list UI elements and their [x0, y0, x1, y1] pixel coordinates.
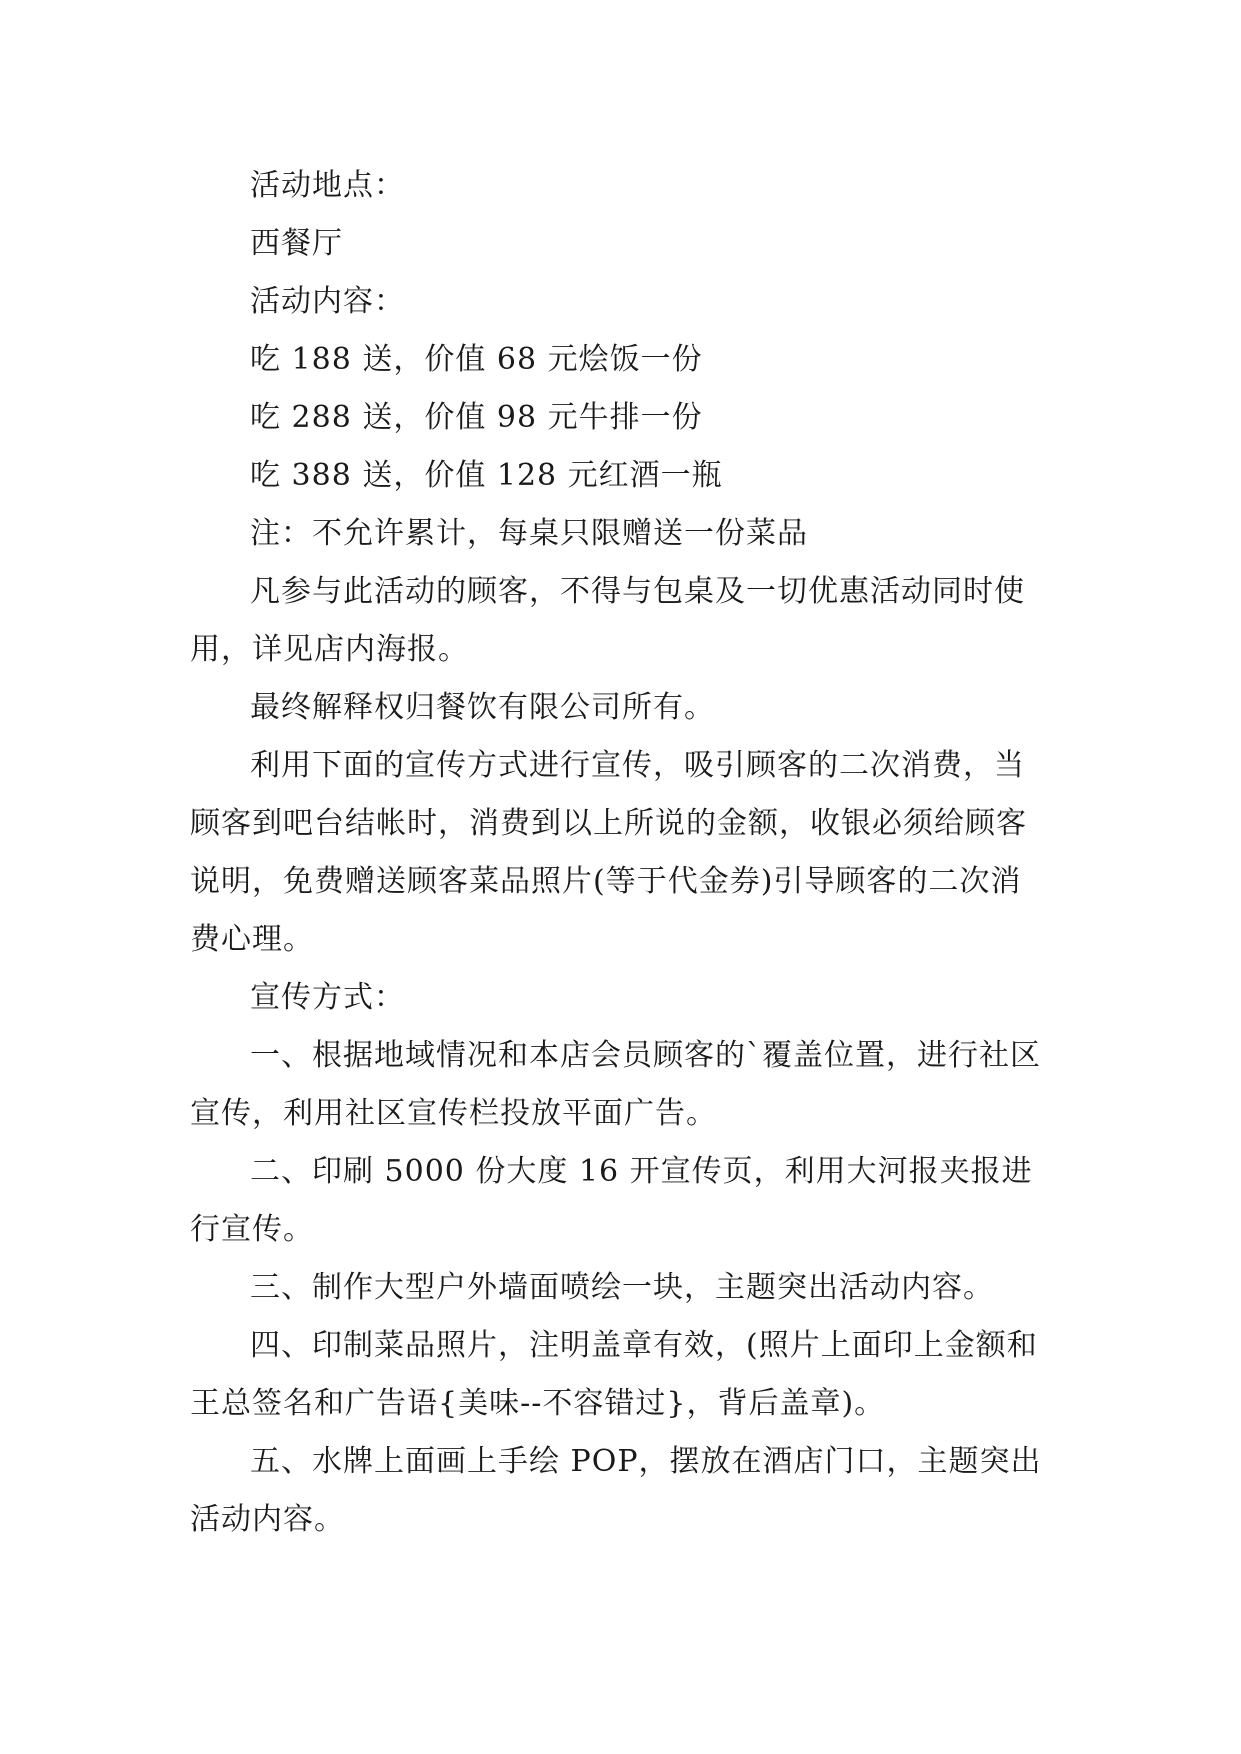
paragraph-offer-188: 吃 188 送，价值 68 元烩饭一份 [250, 342, 703, 377]
paragraph-method-3: 三、制作大型户外墙面喷绘一块，主题突出活动内容。 [250, 1270, 994, 1305]
paragraph-method-5: 五、水牌上面画上手绘 POP，摆放在酒店门口，主题突出活动内容。 [190, 1444, 1042, 1537]
paragraph-content-label: 活动内容： [250, 284, 405, 319]
paragraph-terms: 凡参与此活动的顾客，不得与包桌及一切优惠活动同时使用，详见店内海报。 [190, 574, 1025, 667]
paragraph-promotion-intro: 利用下面的宣传方式进行宣传，吸引顾客的二次消费，当顾客到吧台结帐时，消费到以上所说的金额，收银必须给顾客说明，免费赠送顾客菜品照片(等于代金券)引导顾客的二次消费心理。 [190, 748, 1027, 957]
paragraph-method-1: 一、根据地域情况和本店会员顾客的`覆盖位置，进行社区宣传，利用社区宣传栏投放平面广告。 [190, 1038, 1041, 1131]
paragraph-method-4: 四、印制菜品照片，注明盖章有效，(照片上面印上金额和王总签名和广告语{美味--不容错过}，背后盖章)。 [190, 1328, 1038, 1421]
paragraph-promotion-methods-label: 宣传方式： [250, 980, 405, 1015]
paragraph-note: 注：不允许累计，每桌只限赠送一份菜品 [250, 516, 808, 551]
paragraph-location-value: 西餐厅 [250, 226, 343, 261]
paragraph-offer-288: 吃 288 送，价值 98 元牛排一份 [250, 400, 703, 435]
paragraph-offer-388: 吃 388 送，价值 128 元红酒一瓶 [250, 458, 723, 493]
paragraph-method-2: 二、印刷 5000 份大度 16 开宣传页，利用大河报夹报进行宣传。 [190, 1154, 1033, 1247]
paragraph-location-label: 活动地点： [250, 168, 405, 203]
document-body [190, 157, 1050, 1549]
paragraph-rights: 最终解释权归餐饮有限公司所有。 [250, 690, 715, 725]
